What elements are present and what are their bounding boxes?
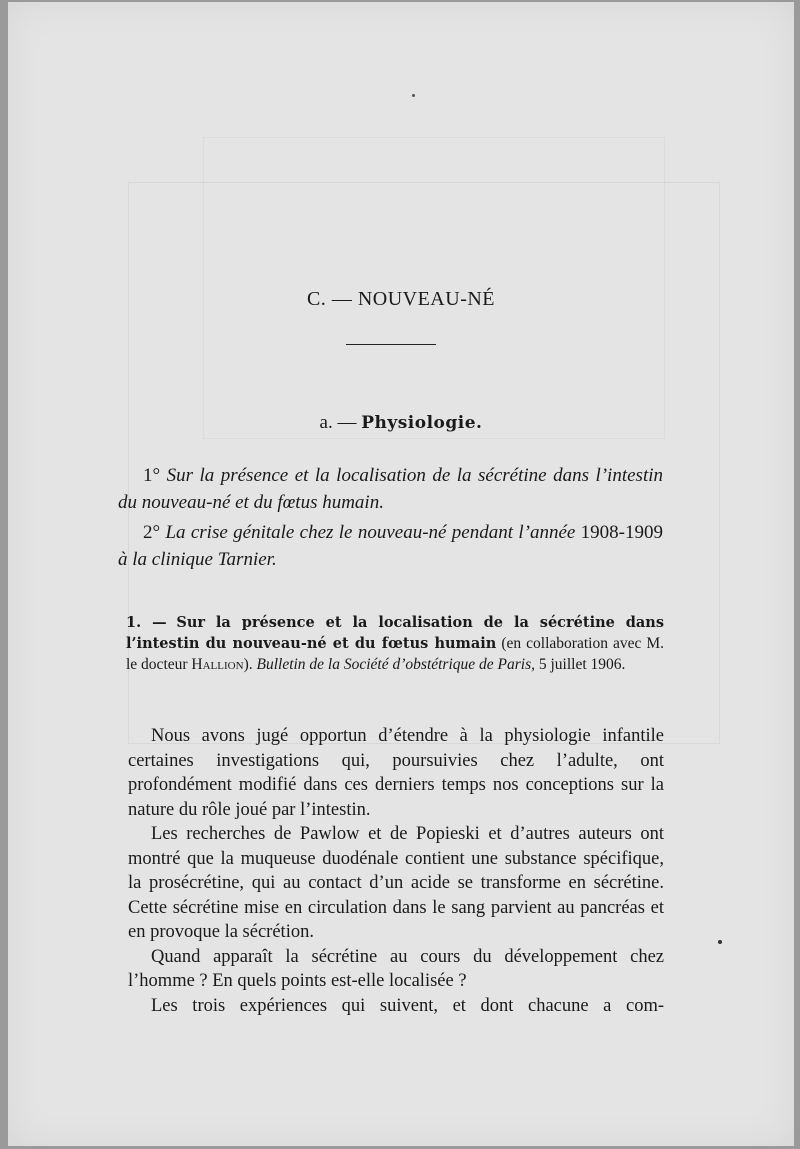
body-paragraph: Quand apparaît la sécrétine au cours du développement chez l’homme ? En quels points est-elle localisée ? [128,946,664,991]
reference-date: 5 juillet 1906. [538,656,626,673]
bibliographic-reference [126,612,664,675]
reference-journal: Bulletin de la Société d’obstétrique de Paris, [256,656,535,673]
subsection-prefix: a. — [319,412,357,433]
body-text [128,724,664,1018]
contents-item-number: 1° [143,465,161,486]
contents-item [118,519,663,573]
heading-rule [346,344,436,345]
reference-collaborator: Hallion [191,656,244,673]
paper-speck [718,940,722,944]
reference-entry [126,612,664,675]
body-paragraph: Nous avons jugé opportun d’étendre à la physiologie infantile certaines investigations qui, poursuivies chez l’adulte, ont profondément modifié dans ces derniers temps nos conceptions sur la nature du rôle joué par l’intestin. [128,726,664,820]
contents-item-title-end: à la clinique Tarnier. [118,549,277,570]
contents-item-title: La crise génitale chez le nouveau-né pendant l’année [165,522,576,543]
subsection-heading [8,412,794,434]
contents-item-year: 1908- [580,522,625,543]
reference-number: 1. — [126,614,167,631]
section-title: — NOUVEAU-NÉ [331,288,496,310]
contents-item-number: 2° [143,522,161,543]
subsection-title: Physiologie. [361,413,483,433]
page [8,2,794,1146]
section-letter: C. [306,288,327,310]
reference-collab-suffix: ). [243,656,253,673]
contents-item-title: Sur la présence et la localisation de la sécrétine dans l’intestin du nouveau-né et du fœtus humain. [118,465,664,513]
paper-speck [412,94,415,97]
reference-title: Sur la présence et la localisation de la sécrétine dans l’intestin du nouveau-né et du fœtus humain [126,614,665,652]
body-paragraph: Les trois expériences qui suivent, et dont chacune a com- [151,995,664,1016]
reference-collab-prefix: (en collaboration avec M. le docteur [126,635,665,673]
section-heading [8,288,794,311]
contents-list [118,462,663,573]
contents-item [118,462,663,516]
contents-item-year-end: 1909 [625,522,663,543]
body-paragraph: Les recherches de Pawlow et de Popieski et d’autres auteurs ont montré que la muqueuse duodénale contient une substance spécifique, la prosécrétine, qui au contact d’un acide se transforme en sécrétine. Cette sécrétine mise en circulation dans le sang parvient au pancréas et en provoque la sécrétion. [128,824,664,942]
